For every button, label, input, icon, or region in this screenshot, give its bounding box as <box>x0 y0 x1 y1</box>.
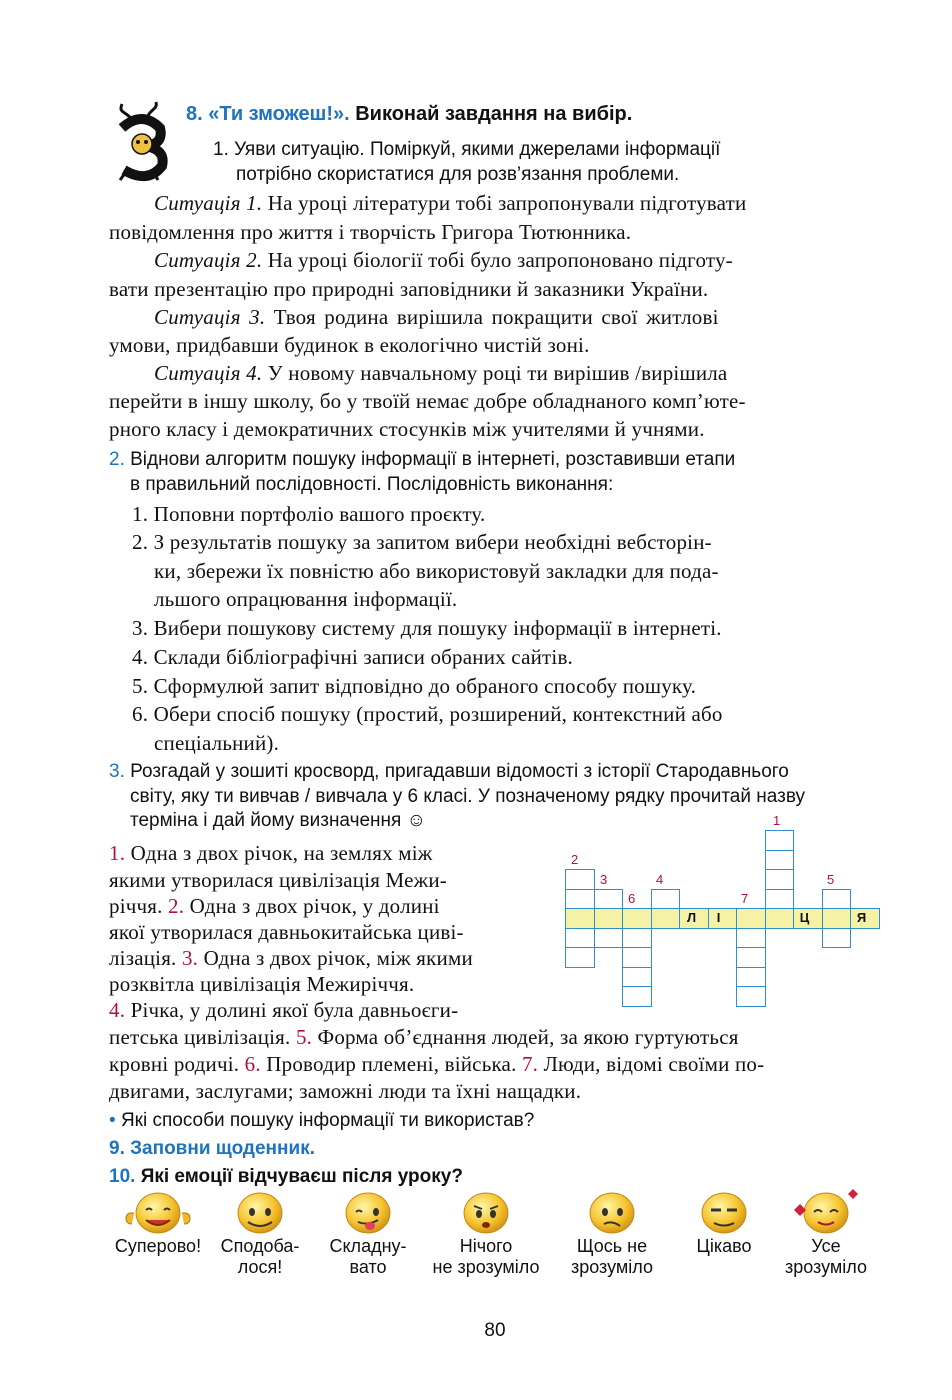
crossword-number-3: 3 <box>600 872 608 887</box>
crossword-number-6: 6 <box>628 891 636 906</box>
task10-number: 10. <box>109 1166 136 1187</box>
crossword-cell <box>736 967 766 988</box>
crossword-cell-highlighted <box>651 908 681 929</box>
crossword-letter-ts: Ц <box>799 910 810 925</box>
in-love-face-icon <box>786 1188 866 1234</box>
crossword-cell-highlighted <box>594 908 624 929</box>
step-2-line3: льшого опрацювання інформації. <box>154 587 458 611</box>
worried-face-icon <box>446 1188 526 1234</box>
situation-3-line1: Ситуація 3. Твоя родина вирішила покращити свої житлові <box>154 305 719 329</box>
clue-line-2: якими утворилася цивілізація Межи- <box>109 868 447 892</box>
task8-sub3-number: 3. <box>109 761 125 782</box>
crossword-cell-highlighted <box>622 908 652 929</box>
crossword-cell <box>622 928 652 949</box>
task8-title-quoted: «Ти зможеш!». <box>208 103 350 125</box>
task8-sub3-line3: терміна і дай йому визначення ☺ <box>130 810 427 831</box>
crossword-number-5: 5 <box>827 872 835 887</box>
crossword-number-7: 7 <box>741 891 749 906</box>
step-5: 5. Сформулюй запит відповідно до обраного способу пошуку. <box>132 674 697 698</box>
situation-1-line1: Ситуація 1. На уроці літератури тобі запропонували підготувати <box>154 191 747 215</box>
crossword-cell <box>594 889 624 910</box>
crossword-cell <box>565 889 595 910</box>
emotion-label-line1: Складну- <box>329 1236 407 1256</box>
task8-title-rest: Виконай завдання на вибір. <box>355 103 633 125</box>
task8-sub2-line2: в правильний послідовності. Послідовність виконання: <box>130 474 614 495</box>
crossword-cell <box>622 967 652 988</box>
emotion-label-line1: Цікаво <box>696 1236 752 1256</box>
crossword-cell <box>765 850 795 871</box>
situation-4-label: Ситуація 4. <box>154 361 263 385</box>
situation-1-label: Ситуація 1. <box>154 191 263 215</box>
crossword-number-2: 2 <box>571 852 579 867</box>
situation-2-line2: вати презентацію про природні заповідники й заказники України. <box>109 277 709 301</box>
crossword-cell <box>765 830 795 851</box>
clue-line-6: розквітла цивілізація Межиріччя. <box>109 972 415 996</box>
crossword-letter-i: І <box>716 910 721 925</box>
task8-sub2-number: 2. <box>109 449 125 470</box>
crossword-cell-highlighted <box>765 908 795 929</box>
thumbs-up-smiley-icon <box>118 1188 198 1234</box>
task8-sub1-line2: потрібно скористатися для розв’язання проблеми. <box>236 164 680 185</box>
crossword-cell-highlighted <box>736 908 766 929</box>
step-2-line1: 2. З результатів пошуку за запитом вибери необхідні вебсторін- <box>132 530 712 554</box>
crossword-cell-highlighted <box>822 908 852 929</box>
crossword-cell <box>622 947 652 968</box>
emotion-label-line2: зрозуміло <box>570 1257 653 1277</box>
step-3: 3. Вибери пошукову систему для пошуку інформації в інтернеті. <box>132 616 722 640</box>
crossword-number-4: 4 <box>656 872 664 887</box>
step-2-line2: ки, збережи їх повністю або використовуй закладки для пода- <box>154 559 719 583</box>
crossword-cell <box>736 986 766 1007</box>
emotion-label-line1: Нічого <box>459 1236 513 1256</box>
clue-line-9: кровні родичі. 6. Проводир племені, війська. 7. Люди, відомі своїми по- <box>109 1052 765 1076</box>
smiling-face-icon <box>220 1188 300 1234</box>
task8-sub1-line1: 1. Уяви ситуацію. Поміркуй, якими джерелами інформації <box>213 139 721 160</box>
situation-4-line3: рного класу і демократичних стосунків між учителями й учнями. <box>109 417 705 441</box>
situation-3-line2: умови, придбавши будинок в екологічно чистій зоні. <box>109 333 590 357</box>
crossword-letter-ya: Я <box>856 910 867 925</box>
step-4: 4. Склади бібліографічні записи обраних сайтів. <box>132 645 574 669</box>
step-6-line1: 6. Обери спосіб пошуку (простий, розширений, контекстний або <box>132 702 723 726</box>
situation-4-line1: Ситуація 4. У новому навчальному році ти вирішив /вирішила <box>154 361 728 385</box>
clue-line-8: петська цивілізація. 5. Форма об’єднання людей, за якою гуртуються <box>109 1025 739 1049</box>
bullet-icon: • <box>109 1110 116 1131</box>
clue-line-3: річчя. 2. Одна з двох річок, у долині <box>109 894 440 918</box>
crossword-cell <box>594 928 624 949</box>
crossword-cell-highlighted <box>565 908 595 929</box>
emotion-label <box>416 1236 556 1278</box>
page-number: 80 <box>484 1320 506 1341</box>
crossword-cell <box>765 889 795 910</box>
emotion-label-line2: зрозуміло <box>784 1257 867 1277</box>
crossword-cell <box>736 947 766 968</box>
situation-4-line2: перейти в іншу школу, бо у твоїй немає добре обладнаного комп’юте- <box>109 389 746 413</box>
situation-3-label: Ситуація 3. <box>154 305 266 329</box>
crossword-letter-l: Л <box>686 910 697 925</box>
tongue-out-face-icon <box>328 1188 408 1234</box>
task8-sub2-line1: 2. Віднови алгоритм пошуку інформації в інтернеті, розставивши етапи <box>109 449 736 470</box>
crossword-cell <box>651 889 681 910</box>
situation-2-label: Ситуація 2. <box>154 248 263 272</box>
crossword-cell <box>822 928 852 949</box>
bullet-question: • Які способи пошуку інформації ти використав? <box>109 1110 535 1131</box>
emotion-label-line2: не зрозуміло <box>432 1257 540 1277</box>
emotion-label-line1: Щось не <box>576 1236 648 1256</box>
step-1: 1. Поповни портфоліо вашого проєкту. <box>132 502 486 526</box>
emotion-label-line1: Сподоба- <box>220 1236 300 1256</box>
crossword-cell <box>822 889 852 910</box>
crossword-cell <box>622 986 652 1007</box>
step-6-line2: спеціальний). <box>154 731 280 755</box>
mascot-number-three-icon <box>112 100 172 182</box>
clue-line-1: 1. Одна з двох річок, на землях між <box>109 841 433 865</box>
clue-line-10: двигами, заслугами; заможні люди та їхні нащадки. <box>109 1079 582 1103</box>
confused-face-icon <box>572 1188 652 1234</box>
crossword-cell <box>565 928 595 949</box>
clue-line-4: якої утворилася давньокитайська циві- <box>109 920 464 944</box>
situation-1-line2: повідомлення про життя і творчість Григора Тютюнника. <box>109 220 632 244</box>
crossword-cell <box>565 869 595 890</box>
task8-sub3-line1: 3. Розгадай у зошиті кросворд, пригадавши відомості з історії Стародавнього <box>109 761 789 782</box>
emotion-label-line1: Суперово! <box>114 1236 202 1256</box>
emotion-label-line1: Усе <box>811 1236 841 1256</box>
task8-heading <box>186 103 632 126</box>
clue-line-5: лізація. 3. Одна з двох річок, між якими <box>109 946 473 970</box>
crossword-number-1: 1 <box>773 813 781 828</box>
task8-sub3-line2: світу, яку ти вивчав / вивчала у 6 класі. У позначеному рядку прочитай назву <box>130 786 806 807</box>
task8-number: 8. <box>186 103 203 125</box>
emotion-label-line2: лося! <box>237 1257 283 1277</box>
task9-heading: 9. Заповни щоденник. <box>109 1138 315 1159</box>
clue-line-7: 4. Річка, у долині якої була давньоєги- <box>109 998 459 1022</box>
curious-face-icon <box>684 1188 764 1234</box>
crossword-cell <box>565 947 595 968</box>
emotion-label <box>756 1236 896 1278</box>
task10-heading: 10. Які емоції відчуваєш після уроку? <box>109 1166 463 1187</box>
crossword-cell <box>765 869 795 890</box>
crossword-cell <box>736 928 766 949</box>
emotion-label-line2: вато <box>349 1257 387 1277</box>
crossword-grid <box>565 813 880 1010</box>
situation-2-line1: Ситуація 2. На уроці біології тобі було запропоновано підготу- <box>154 248 733 272</box>
